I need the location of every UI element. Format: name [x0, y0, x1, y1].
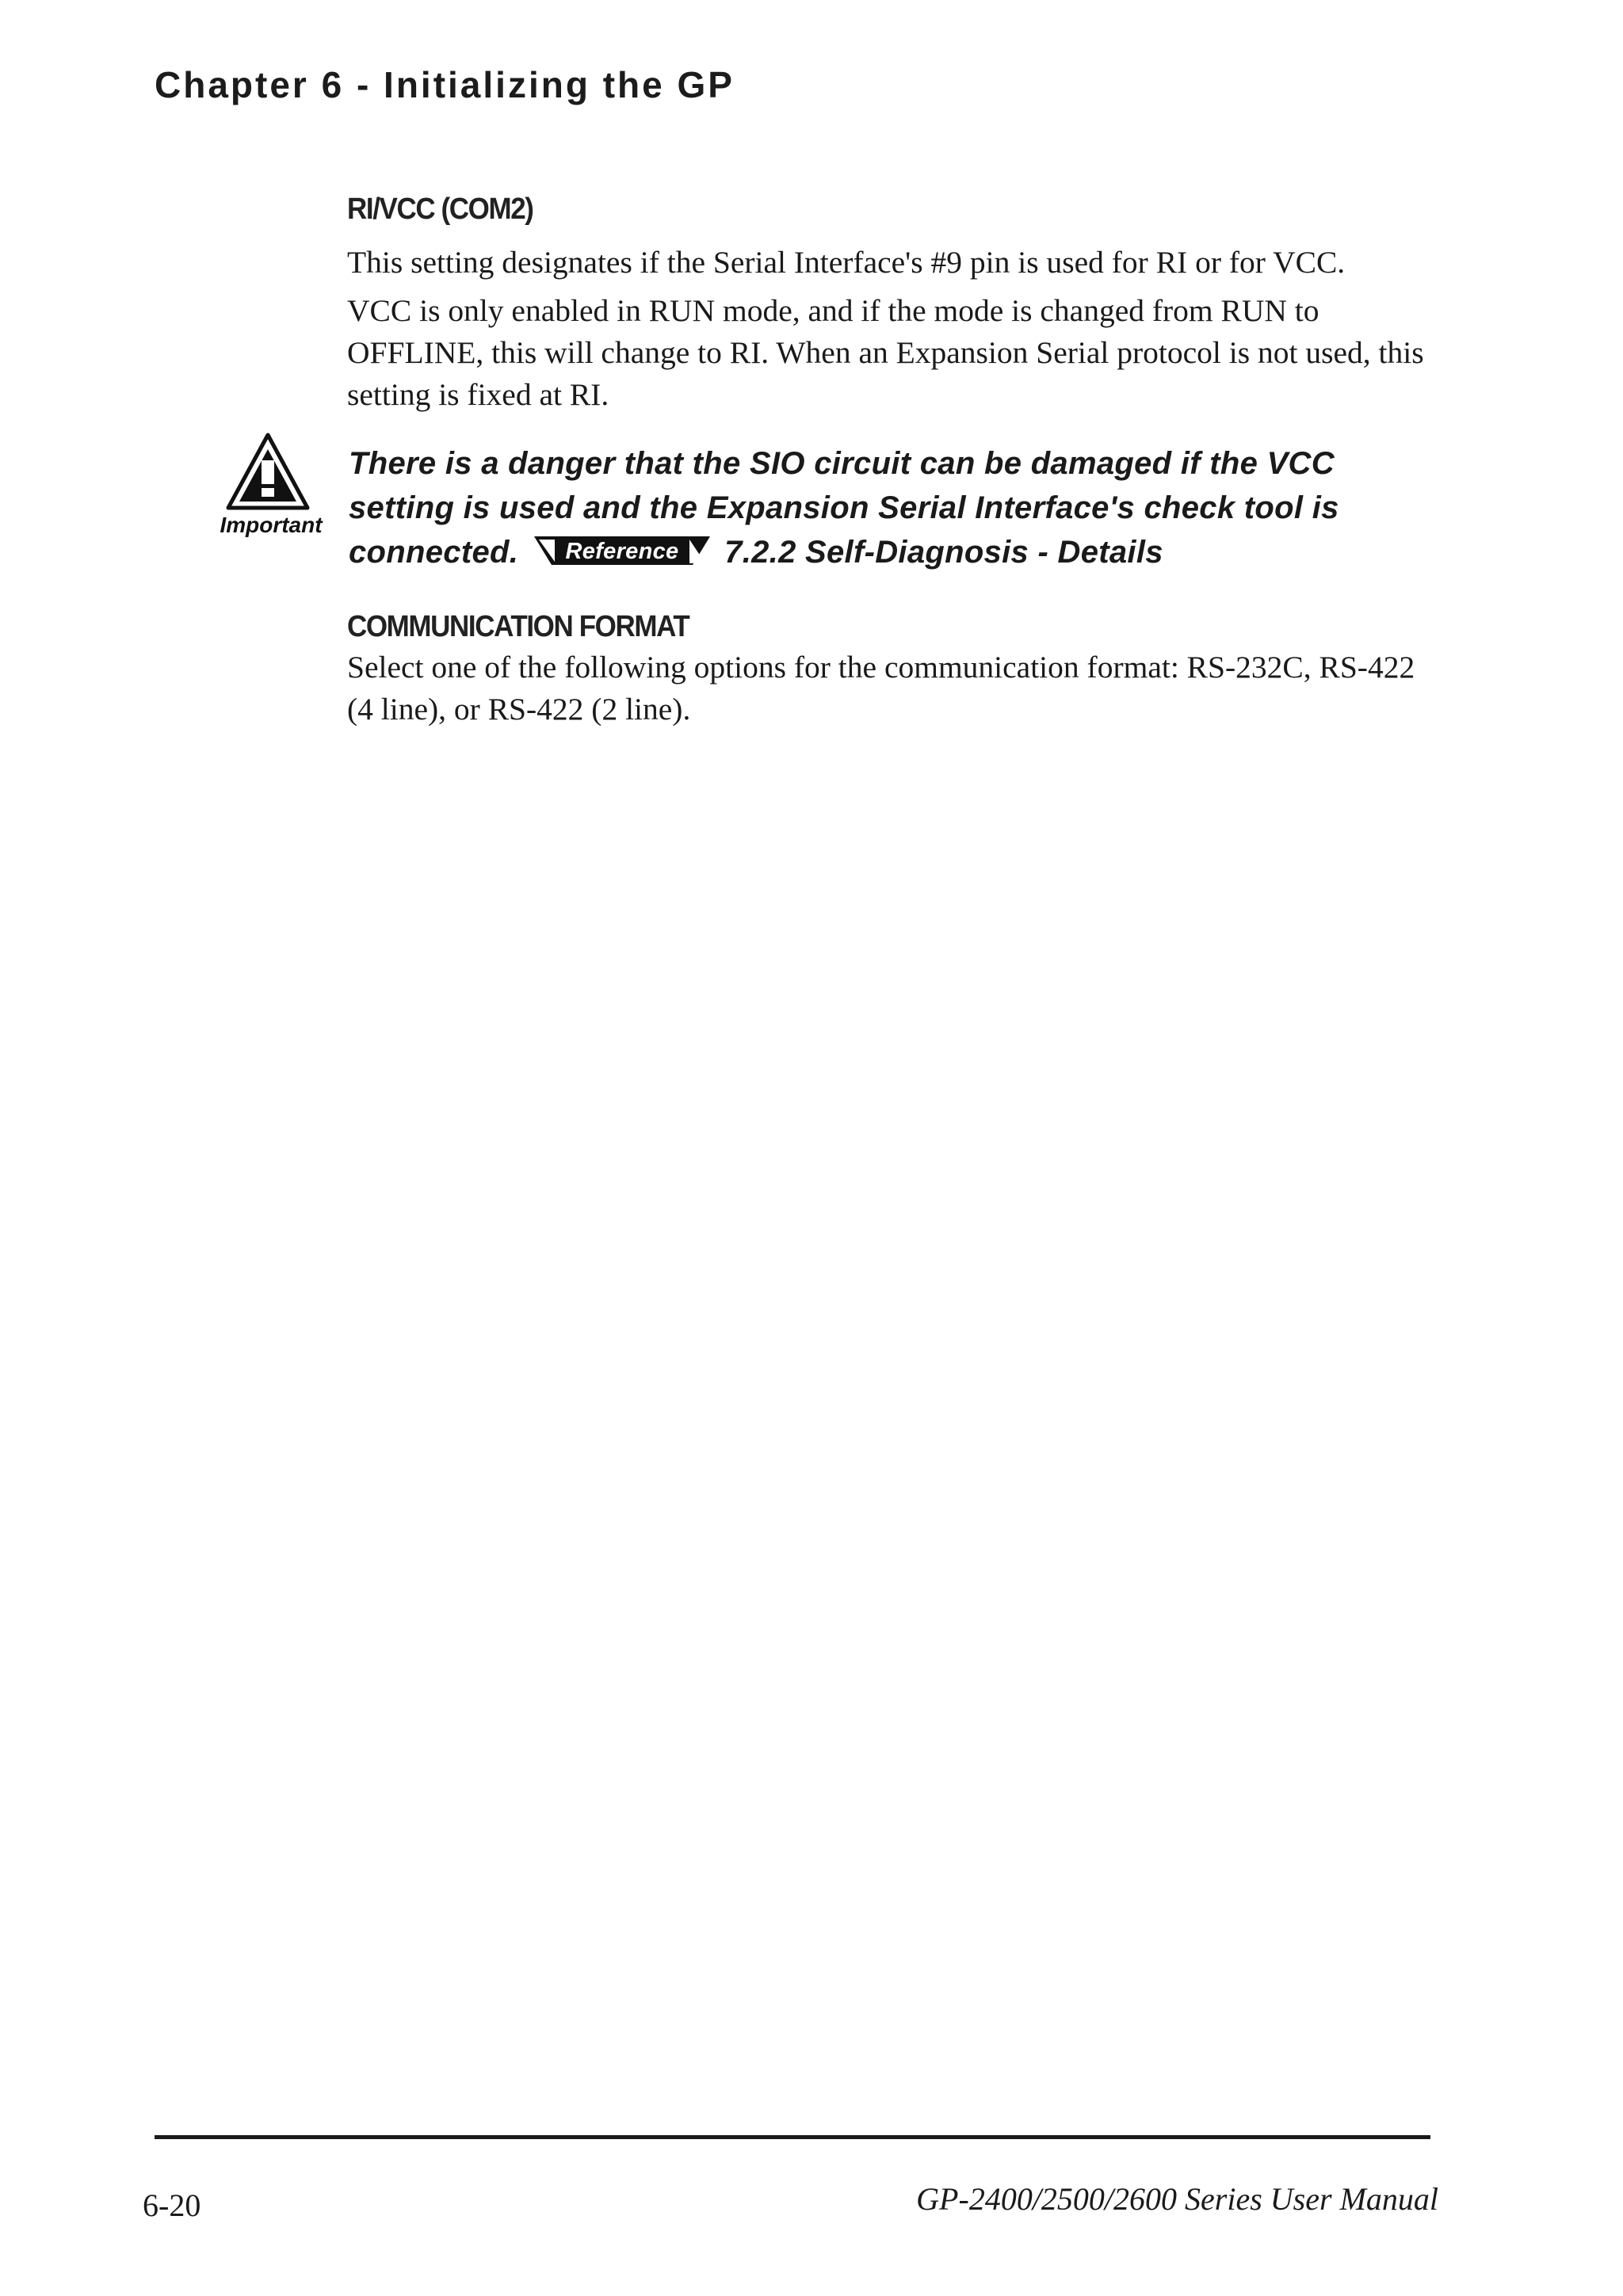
rivcc-description: This setting designates if the Serial Interface's #9 pin is used for RI or for VCC. [347, 245, 1346, 280]
footer-divider [155, 2135, 1430, 2139]
important-notice-text: There is a danger that the SIO circuit can be damaged if the VCC setting is used and the Expansion Serial Interface's check tool is connected. [349, 446, 1339, 570]
reference-label: Reference [565, 539, 679, 565]
reference-target-link[interactable]: 7.2.2 Self-Diagnosis - Details [724, 535, 1163, 570]
comm-format-description: Select one of the following options for the communication format: RS-232C, RS-422 (4 line), or RS-422 (2 line). [347, 650, 1415, 727]
rivcc-vcc-note: VCC is only enabled in RUN mode, and if the mode is changed from RUN to OFFLINE, this will change to RI. When an Expansion Serial protocol is not used, this setting is fixed at RI. [347, 293, 1424, 412]
comm-format-heading: COMMUNICATION FORMAT [347, 610, 689, 643]
reference-badge-icon [534, 535, 710, 566]
rivcc-heading: RI/VCC (COM2) [347, 193, 533, 226]
manual-title: GP-2400/2500/2600 Series User Manual [916, 2181, 1438, 2217]
important-icon-label: Important [220, 513, 323, 537]
page-number: 6-20 [143, 2187, 201, 2223]
important-warning-icon [216, 432, 334, 540]
important-notice [349, 441, 1442, 574]
chapter-title: Chapter 6 - Initializing the GP [155, 64, 735, 105]
